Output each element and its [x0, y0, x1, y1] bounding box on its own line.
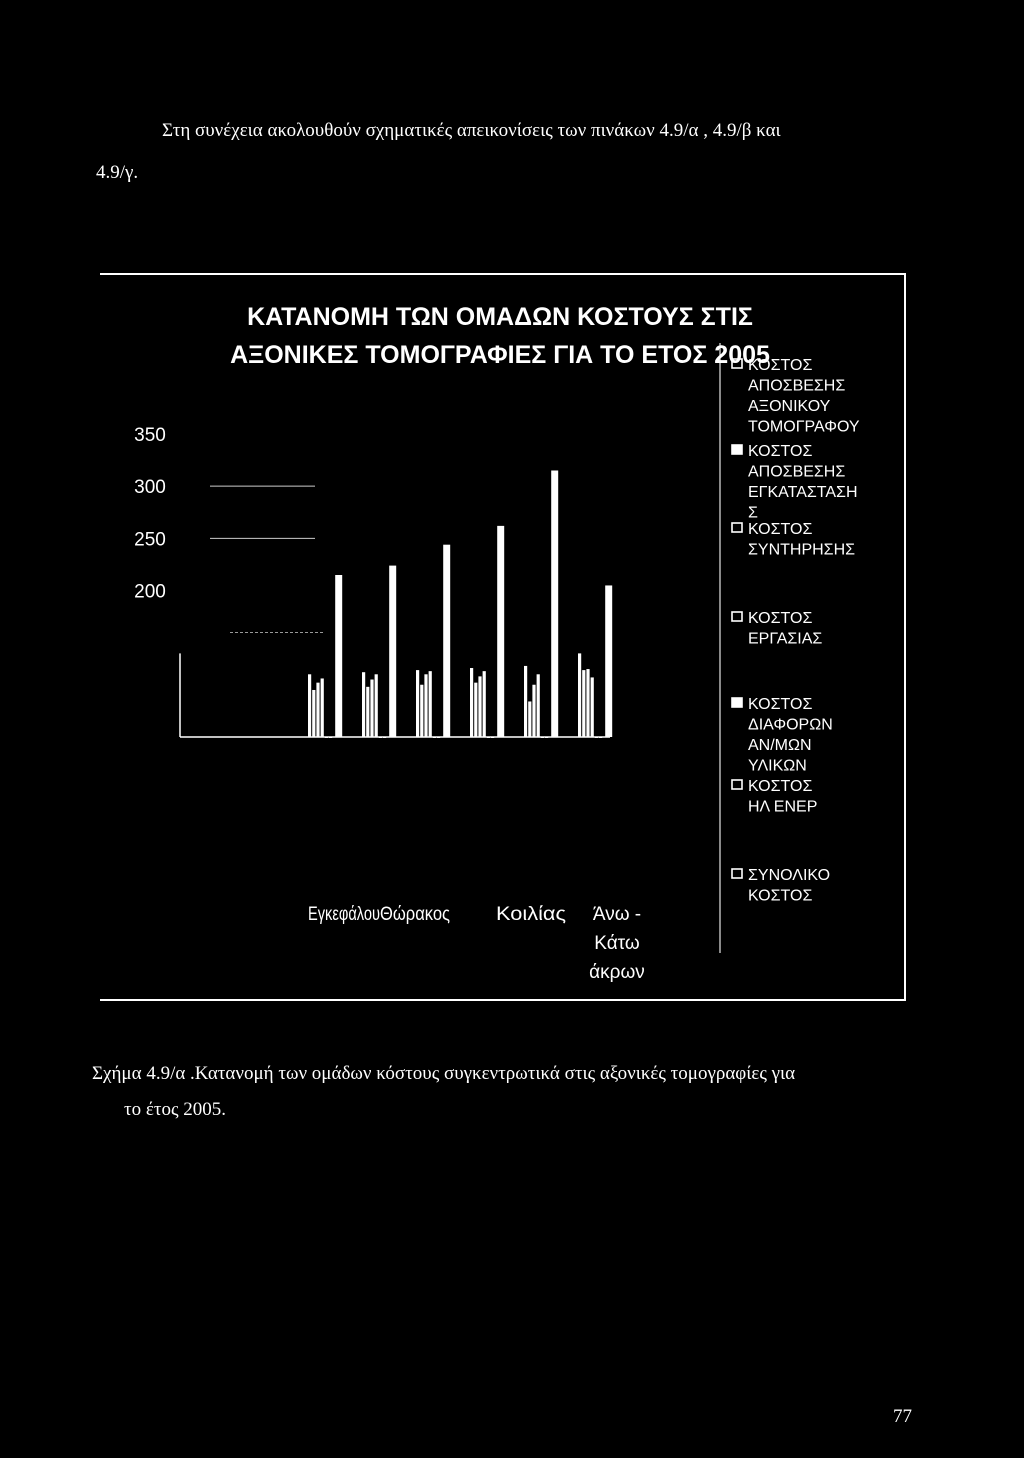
bar	[370, 680, 373, 737]
bar	[497, 526, 504, 737]
chart-title-line-2: ΑΞΟΝΙΚΕΣ ΤΟΜΟΓΡΑΦΙΕΣ ΓΙΑ ΤΟ ΕΤΟΣ 2005	[230, 341, 770, 369]
x-tick-label: άκρων	[589, 962, 645, 983]
bar	[578, 653, 581, 737]
bar	[316, 683, 319, 737]
legend	[720, 343, 860, 953]
bar	[524, 666, 527, 737]
legend-marker	[732, 612, 742, 621]
bars	[308, 470, 612, 738]
bar	[582, 670, 585, 737]
bar	[483, 671, 486, 737]
legend-label: ΑΠΟΣΒΕΣΗΣ	[748, 463, 846, 481]
bar	[599, 737, 602, 738]
chart	[100, 275, 906, 1003]
bar	[470, 668, 473, 737]
bar	[433, 737, 436, 738]
legend-label: ΑΝ/ΜΩΝ	[748, 737, 812, 754]
y-tick-label: 350	[134, 424, 166, 446]
legend-marker	[732, 780, 742, 789]
y-tick-label: 200	[134, 581, 166, 603]
bar	[443, 545, 450, 737]
bar	[487, 737, 490, 738]
bar	[379, 737, 382, 738]
x-tick-label: Εγκεφάλου	[308, 904, 380, 925]
bar	[321, 678, 324, 737]
bar	[551, 470, 558, 737]
legend-label: ΗΛ ΕΝΕΡ	[748, 798, 818, 816]
intro-line-2: 4.9/γ.	[96, 162, 139, 183]
x-axis-labels	[308, 904, 645, 983]
x-tick-label: Κάτω	[594, 933, 640, 954]
y-tick-label: 250	[134, 529, 166, 551]
legend-label: ΚΟΣΤΟΣ	[748, 357, 813, 374]
bar	[437, 737, 440, 738]
bar	[591, 677, 594, 737]
bar	[416, 670, 419, 737]
bar	[429, 671, 432, 737]
legend-marker	[732, 869, 742, 878]
bar	[586, 669, 589, 737]
x-tick-label: Άνω -	[592, 904, 642, 925]
bar	[335, 575, 342, 737]
legend-label: ΑΞΟΝΙΚΟΥ	[748, 398, 831, 415]
bar	[375, 674, 378, 737]
chart-frame	[100, 273, 906, 1001]
legend-label: ΕΓΚΑΤΑΣΤΑΣΗ	[748, 484, 858, 501]
legend-label: ΚΟΣΤΟΣ	[748, 521, 813, 538]
figure-caption-line-2: το έτος 2005.	[124, 1099, 227, 1120]
x-tick-label: Θώρακος	[380, 904, 450, 925]
legend-marker	[732, 523, 742, 532]
y-tick-label: 300	[134, 477, 166, 499]
legend-label: ΚΟΣΤΟΣ	[748, 696, 813, 713]
chart-title-line-1: ΚΑΤΑΝΟΜΗ ΤΩΝ ΟΜΑΔΩΝ ΚΟΣΤΟΥΣ ΣΤΙΣ	[247, 303, 753, 331]
legend-label: ΚΟΣΤΟΣ	[748, 443, 813, 460]
legend-label: ΚΟΣΤΟΣ	[748, 887, 813, 905]
bar	[325, 737, 328, 738]
bar	[389, 566, 396, 737]
bar	[545, 737, 548, 738]
bar	[528, 701, 531, 737]
bar	[366, 687, 369, 737]
intro-line-1: Στη συνέχεια ακολουθούν σχηματικές απεικονίσεις των πινάκων 4.9/α , 4.9/β και	[162, 120, 781, 141]
legend-label: ΣΥΝΤΗΡΗΣΗΣ	[748, 541, 856, 559]
bar	[537, 674, 540, 737]
legend-marker	[732, 445, 742, 454]
legend-label: ΤΟΜΟΓΡΑΦΟΥ	[748, 418, 860, 436]
x-tick-label: Κοιλίας	[496, 904, 566, 925]
figure-caption-line-1: Σχήμα 4.9/α .Κατανομή των ομάδων κόστους συγκεντρωτικά στις αξονικές τομογραφίες για	[92, 1063, 796, 1084]
legend-label: ΑΠΟΣΒΕΣΗΣ	[748, 377, 846, 395]
y-axis-ticks	[134, 425, 166, 603]
legend-label: ΔΙΑΦΟΡΩΝ	[748, 716, 833, 734]
bar	[329, 737, 332, 738]
bar	[532, 685, 535, 737]
bar	[541, 737, 544, 738]
bar	[605, 585, 612, 737]
bar	[420, 685, 423, 737]
bar	[308, 674, 311, 737]
legend-label: ΚΟΣΤΟΣ	[748, 778, 813, 795]
bar	[474, 683, 477, 737]
legend-marker	[732, 698, 742, 707]
legend-label: ΥΛΙΚΩΝ	[748, 757, 807, 775]
bar	[595, 737, 598, 738]
bar	[383, 737, 386, 738]
bar	[312, 690, 315, 737]
bar	[478, 676, 481, 737]
bar	[491, 737, 494, 738]
page-number: 77	[893, 1406, 912, 1427]
bar	[424, 674, 427, 737]
legend-label: Σ	[748, 504, 758, 522]
legend-label: ΕΡΓΑΣΙΑΣ	[748, 630, 823, 648]
legend-label: ΣΥΝΟΛΙΚΟ	[748, 867, 831, 884]
legend-label: ΚΟΣΤΟΣ	[748, 610, 813, 627]
bar	[362, 672, 365, 737]
